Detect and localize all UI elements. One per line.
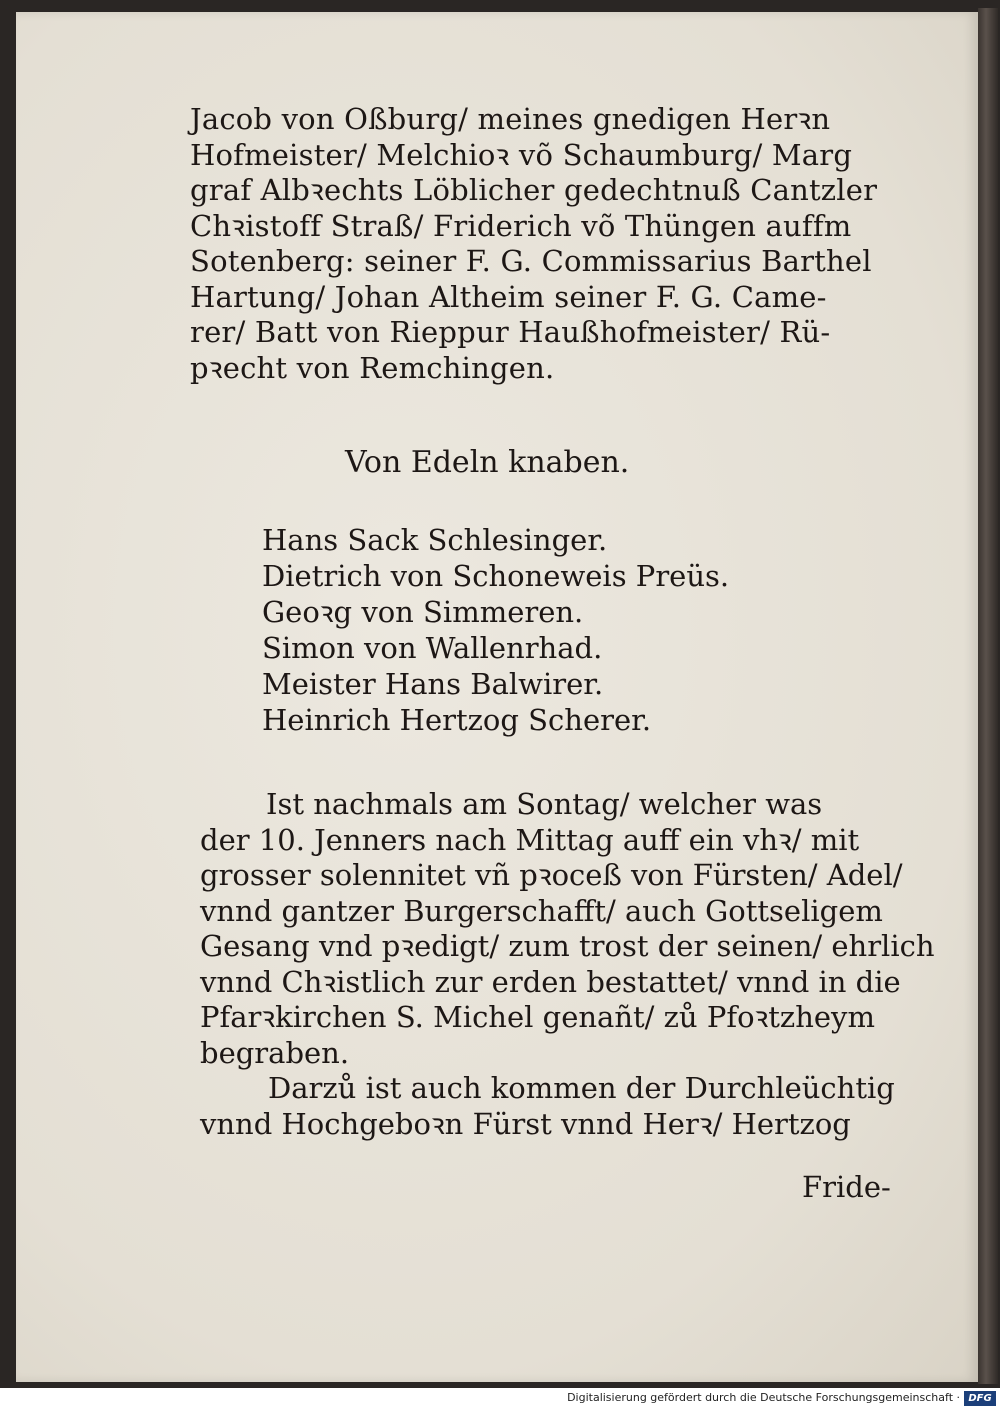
names-list bbox=[262, 522, 729, 738]
text-line: pꝛecht von Remchingen. bbox=[190, 350, 555, 385]
text-line: rer/ Batt von Rieppur Haußhofmeister/ Rü- bbox=[190, 315, 831, 349]
text-line: begraben. bbox=[200, 1035, 350, 1070]
text-line: Sotenberg: seiner F. G. Commissarius Barthel bbox=[190, 244, 872, 278]
text-line: Gesang vnd pꝛedigt/ zum trost der seinen/ ehrlich bbox=[200, 929, 935, 963]
text-line: grosser solennitet vñ pꝛoceß von Fürsten/ Adel/ bbox=[200, 858, 903, 892]
name-entry: Heinrich Hertzog Scherer. bbox=[262, 703, 652, 737]
text-line: graf Albꝛechts Löblicher gedechtnuß Cantzler bbox=[190, 173, 878, 207]
text-line: Jacob von Oßburg/ meines gnedigen Herꝛn bbox=[190, 102, 831, 136]
name-entry: Hans Sack Schlesinger. bbox=[262, 523, 608, 557]
text-line: Chꝛistoff Straß/ Friderich võ Thüngen auffm bbox=[190, 208, 852, 243]
text-line: Hartung/ Johan Altheim seiner F. G. Came- bbox=[190, 279, 827, 314]
name-entry: Simon von Wallenrhad. bbox=[262, 631, 603, 665]
text-line: Ist nachmals am Sontag/ welcher was bbox=[266, 787, 823, 821]
page-edge bbox=[978, 8, 998, 1384]
paragraph-2 bbox=[200, 787, 935, 1142]
section-heading: Von Edeln knaben. bbox=[345, 445, 630, 480]
funding-credit: Digitalisierung gefördert durch die Deutsche Forschungsgemeinschaft · bbox=[567, 1391, 960, 1404]
name-entry: Geoꝛg von Simmeren. bbox=[262, 595, 584, 629]
text-line: Pfarꝛkirchen S. Michel genañt/ zů Pfoꝛtzheym bbox=[200, 1000, 875, 1034]
text-line: der 10. Jenners nach Mittag auff ein vhꝛ/ mit bbox=[200, 822, 860, 857]
name-entry: Meister Hans Balwirer. bbox=[262, 667, 604, 701]
text-line: vnnd gantzer Burgerschafft/ auch Gottseligem bbox=[200, 893, 883, 928]
name-entry: Dietrich von Schoneweis Preüs. bbox=[262, 559, 730, 593]
text-line: vnnd Chꝛistlich zur erden bestattet/ vnnd in die bbox=[200, 964, 901, 999]
text-line: vnnd Hochgeboꝛn Fürst vnnd Herꝛ/ Hertzog bbox=[200, 1106, 851, 1141]
paragraph-1 bbox=[190, 102, 910, 386]
dfg-logo: DFG bbox=[964, 1391, 996, 1406]
footer-bar bbox=[0, 1388, 1000, 1410]
text-line: Darzů ist auch kommen der Durchleüchtig bbox=[268, 1071, 895, 1105]
catchword: Fride- bbox=[802, 1170, 891, 1204]
text-line: Hofmeister/ Melchioꝛ võ Schaumburg/ Marg bbox=[190, 137, 853, 172]
